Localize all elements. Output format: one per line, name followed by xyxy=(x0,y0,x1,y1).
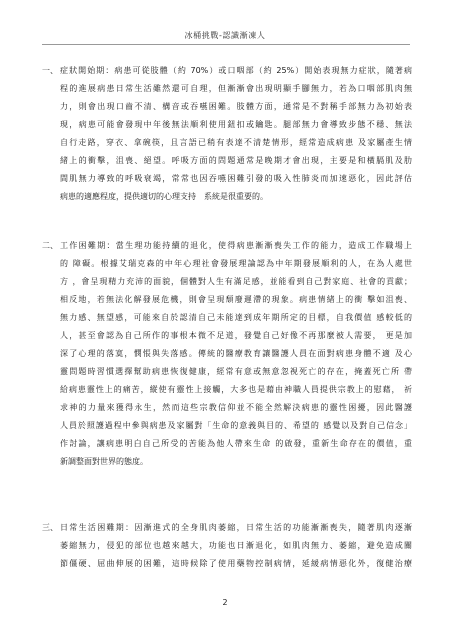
paragraph-line: 的 障礙。根據艾瑞克森的中年心理社會發展理論認為中年期發展順利的人，在為人處世 xyxy=(60,259,412,268)
paragraph-line: 日常生活困難期：因漸進式的全身肌肉萎縮，日常生活的功能漸漸喪失，隨著肌肉逐漸 xyxy=(60,523,412,532)
paragraph-line: 人，甚至會認為自己所作的事根本微不足道，發覺自己好像不再那麼被人需要， 更是加 xyxy=(60,331,412,340)
paragraph-line: 間肌無力導致的呼吸衰竭，常常也因吞嚥困難引發的吸入性肺炎而加速惡化，因此評估 xyxy=(60,174,412,183)
section-body xyxy=(60,519,412,573)
paragraph-line: 相反地，若無法化解發展危機，則會呈現頹廢遲滯的現象。病患情緒上的衝 擊如沮喪、 xyxy=(60,295,412,304)
paragraph-line: 自行走路，穿衣、拿碗筷，且言語已稍有表達不清楚情形，經常造成病患 及家屬產生情 xyxy=(60,138,412,147)
paragraph-line: 給病患靈性上的痛苦，縱使有靈性上接觸，大多也是藉由神職人員提供宗教上的慰藉， 祈 xyxy=(60,385,412,394)
paragraph-line: 工作困難期：當生理功能持續的退化，使得病患漸漸喪失工作的能力，造成工作職場上 xyxy=(60,241,412,250)
paragraph-line: 現，病患可能會發現中年後無法順利使用鈕扣或鑰匙。腿部無力會導致步態不穩、無法 xyxy=(60,120,412,129)
paragraph-line: 人員於照護過程中參與病患及家屬對「生命的意義與目的、希望的 感覺以及對自己信念」 xyxy=(60,421,412,430)
paragraph-line: 無力感、無望感，可能來自於認清自己未能達到成年期所定的目標，自我價值 感較低的 xyxy=(60,313,412,322)
paragraph-line: 緒上的衝擊，沮喪、絕望。呼吸方面的問題通常是晚期才會出現，主要是和橫膈肌及肋 xyxy=(60,156,412,165)
paragraph-line: 靈問題時習慣選擇幫助病患恢復健康，經常有意或無意忽視死亡的存在，掩蓋死亡所 帶 xyxy=(60,367,412,376)
section-body xyxy=(60,237,412,471)
paragraph-line: 症狀開始期：病患可從肢體（約 70%）或口咽部（約 25%）開始表現無力症狀，隨著病 xyxy=(60,66,412,75)
paragraph-line: 病患的適應程度，提供適切的心理支持 系統是很重要的。 xyxy=(60,192,268,201)
paragraph-line: 新調整面對世界的態度。 xyxy=(60,457,148,466)
section-number: 一、 xyxy=(42,66,58,75)
paragraph-line: 程的進展病患日常生活雖然還可自理，但漸漸會出現明顯手腳無力，若為口咽部肌肉無 xyxy=(60,84,412,93)
section-number: 三、 xyxy=(42,523,58,532)
section-number: 二、 xyxy=(42,241,58,250)
paragraph-line: 方 ，會呈現精力充沛的面貌，個體對人生有滿足感，並能看到自己對家庭、社會的貢獻； xyxy=(60,277,412,286)
page-header: 冰桶挑戰-認識漸凍人 xyxy=(184,31,266,40)
section-body xyxy=(60,62,412,206)
page-number: 2 xyxy=(222,598,228,607)
paragraph-line: 作討論，讓病患明白自己所受的苦能為他人帶來生命 的啟發，重新生命存在的價值，重 xyxy=(60,439,412,448)
paragraph-line: 力，則會出現口齒不清、構音或吞嚥困難。肢體方面，通常是不對稱手部無力為初始表 xyxy=(60,102,412,111)
paragraph-line: 求神的力量來獲得永生，然而這些宗教信仰並不能全然解決病患的靈性困擾，因此醫護 xyxy=(60,403,412,412)
header-divider xyxy=(42,44,410,45)
paragraph-line: 萎縮無力，侵犯的部位也越來越大，功能也日漸退化，如肌肉無力、萎縮，避免造成關 xyxy=(60,541,412,550)
paragraph-line: 節僵硬、屈曲伸展的困難，這時候除了使用藥物控制病情，延緩病情惡化外，復健治療 xyxy=(60,559,412,568)
paragraph-line: 深了心理的落寞，憫悵與失落感。傳統的醫療教育讓醫護人員在面對病患身體不適 及心 xyxy=(60,349,412,358)
